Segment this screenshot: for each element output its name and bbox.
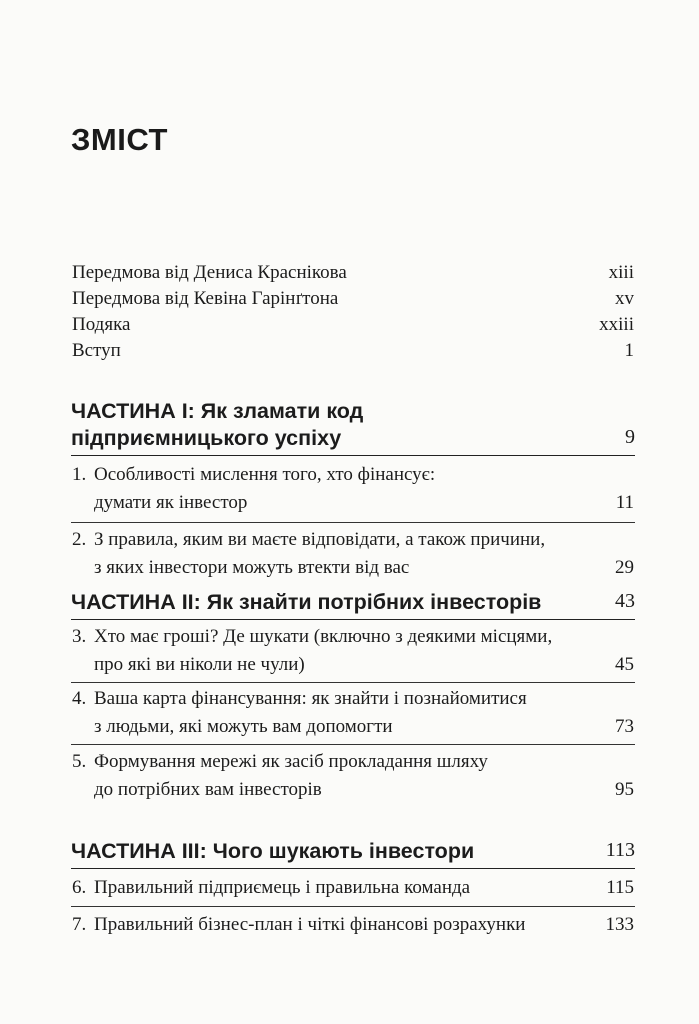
- front-matter-list: [72, 262, 634, 366]
- chapter-page: 95: [615, 779, 634, 800]
- toc-entry: [72, 288, 634, 314]
- chapter-title: Правильний підприємець і правильна команда: [94, 877, 471, 898]
- chapter-page: 115: [606, 877, 634, 898]
- chapter-page: 11: [615, 492, 634, 513]
- part-title: ЧАСТИНА І: Як зламати код підприємницького успіху: [71, 399, 364, 450]
- chapter-page: 73: [615, 716, 634, 737]
- chapter-title: Хто має гроші? Де шукати (включно з деякими місцями, про які ви ніколи не чули): [94, 626, 553, 675]
- part-page: 43: [615, 590, 635, 612]
- chapter-entry: [72, 623, 634, 679]
- chapter-entry: [72, 526, 634, 582]
- chapter-number: 3.: [72, 626, 87, 647]
- chapter-entry: [72, 911, 634, 939]
- entry-title: Подяка: [72, 314, 131, 335]
- divider: [71, 682, 635, 683]
- chapter-title: Правильний бізнес-план і чіткі фінансові розрахунки: [94, 914, 526, 935]
- part-title: ЧАСТИНА ІІ: Як знайти потрібних інвесторів: [71, 590, 542, 614]
- chapter-page: 133: [605, 914, 634, 935]
- entry-title: Вступ: [72, 340, 121, 361]
- toc-entry: [72, 262, 634, 288]
- chapter-title: Формування мережі як засіб прокладання шляху до потрібних вам інвесторів: [94, 751, 488, 800]
- chapter-entry: [72, 748, 634, 804]
- part-page: 113: [605, 839, 635, 861]
- chapter-title: Особливості мислення того, хто фінансує: думати як інвестор: [94, 464, 436, 513]
- entry-page: 1: [624, 340, 634, 361]
- chapter-number: 2.: [72, 529, 87, 550]
- chapter-number: 5.: [72, 751, 87, 772]
- page-title: ЗМІСТ: [71, 122, 168, 157]
- part-heading: [71, 837, 635, 869]
- divider: [71, 744, 635, 745]
- part-heading: [71, 588, 635, 620]
- divider: [71, 906, 635, 907]
- part-title: ЧАСТИНА ІІІ: Чого шукають інвестори: [71, 839, 475, 863]
- chapter-number: 6.: [72, 877, 87, 898]
- entry-title: Передмова від Дениса Краснікова: [72, 262, 347, 283]
- divider: [71, 522, 635, 523]
- part-heading: [71, 398, 635, 456]
- chapter-page: 29: [615, 557, 634, 578]
- chapter-page: 45: [615, 654, 634, 675]
- chapter-title: Ваша карта фінансування: як знайти і познайомитися з людьми, які можуть вам допомогти: [94, 688, 527, 737]
- part-page: 9: [625, 426, 635, 448]
- entry-page: xiii: [608, 262, 634, 283]
- chapter-number: 7.: [72, 914, 87, 935]
- chapter-number: 1.: [72, 464, 87, 485]
- entry-page: xv: [615, 288, 634, 309]
- toc-entry: [72, 314, 634, 340]
- entry-page: xxiii: [599, 314, 634, 335]
- chapter-entry: [72, 874, 634, 902]
- toc-entry: [72, 340, 634, 366]
- chapter-number: 4.: [72, 688, 87, 709]
- chapter-entry: [72, 461, 634, 517]
- entry-title: Передмова від Кевіна Гарінґтона: [72, 288, 339, 309]
- chapter-title: З правила, яким ви маєте відповідати, а також причини, з яких інвестори можуть втекти від вас: [94, 529, 546, 578]
- chapter-entry: [72, 685, 634, 741]
